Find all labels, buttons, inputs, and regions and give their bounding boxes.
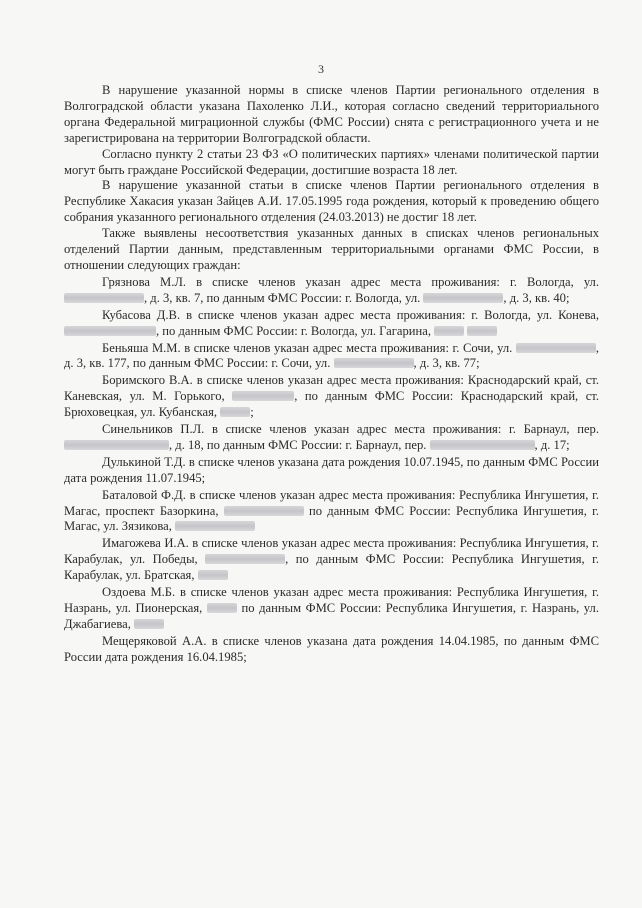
redaction-box [334, 358, 414, 368]
paragraph-pakholenko: В нарушение указанной нормы в списке членов Партии регионального отделения в Волгоградской области указана Пахоленко Л.И., которая согласно сведений территориального органа Федеральной миграционной службы (ФМС России) снята с регистрационного учета и не зарегистрирована на территории Волгоградской области. [64, 83, 599, 145]
entry-sinelnikov: Синельников П.Л. в списке членов указан адрес места проживания: г. Барнаул, пер. , д. 18, по данным ФМС России: г. Барнаул, пер. , д. 17; [64, 422, 599, 454]
redaction-box [423, 293, 503, 303]
paragraph-zaytsev: В нарушение указанной статьи в списке членов Партии регионального отделения в Республике Хакасия указан Зайцев А.И. 17.05.1995 года рождения, который к проведению общего собрания указанного регионального отделения (24.03.2013) не достиг 18 лет. [64, 178, 599, 225]
redaction-box [232, 391, 294, 401]
page-number: 3 [318, 62, 324, 76]
entry-imagozheva: Имагожева И.А. в списке членов указан адрес места проживания: Республика Ингушетия, г. Карабулак, ул. Победы, , по данным ФМС России: Республика Ингушетия, г. Карабулак, ул. Братская, [64, 536, 599, 583]
redaction-box [224, 506, 304, 516]
entry-ozdoeva: Оздоева М.Б. в списке членов указан адрес места проживания: Республика Ингушетия, г. Назрань, ул. Пионерская, по данным ФМС России: Республика Ингушетия, г. Назрань, ул. Джабагиева, [64, 585, 599, 631]
paragraph-age-rule: Согласно пункту 2 статьи 23 ФЗ «О политических партиях» членами политической партии могут быть граждане Российской Федерации, достигшие возраста 18 лет. [64, 146, 599, 177]
redaction-box [434, 326, 464, 336]
redaction-box [134, 619, 164, 629]
redaction-box [516, 343, 596, 353]
redaction-box [430, 440, 535, 450]
redaction-box [467, 326, 497, 336]
entry-borimsky: Боримского В.А. в списке членов указан адрес места проживания: Краснодарский край, ст. Каневская, ул. М. Горького, , по данным ФМС России: Краснодарский край, ст. Брюховецкая, ул. Кубанская, ; [64, 373, 599, 420]
redaction-box [64, 326, 156, 336]
entry-benyasha: Беньяша М.М. в списке членов указан адрес места проживания: г. Сочи, ул. , д. 3, кв. 177, по данным ФМС России: г. Сочи, ул. , д. 3, кв. 77; [64, 340, 599, 371]
redaction-box [220, 407, 250, 417]
redaction-box [175, 521, 255, 531]
entry-kubasova: Кубасова Д.В. в списке членов указан адрес места проживания: г. Вологда, ул. Конева, , по данным ФМС России: г. Вологда, ул. Гагарина, [64, 308, 599, 340]
entry-gryaznova: Грязнова М.Л. в списке членов указан адрес места проживания: г. Вологда, ул. , д. 3, кв. 7, по данным ФМС России: г. Вологда, ул. , д. 3, кв. 40; [64, 275, 599, 307]
paragraph-discrepancies-intro: Также выявлены несоответствия указанных данных в списках членов региональных отделений Партии данным, представленным территориальными органами ФМС России, в отношении следующих граждан: [64, 226, 599, 272]
redaction-box [205, 554, 285, 564]
redaction-box [198, 570, 228, 580]
document-body [64, 83, 599, 666]
redaction-box [64, 293, 144, 303]
entry-meshcheryakova: Мещеряковой А.А. в списке членов указана дата рождения 14.04.1985, по данным ФМС России дата рождения 16.04.1985; [64, 633, 599, 664]
redaction-box [207, 603, 237, 613]
entry-batalova: Баталовой Ф.Д. в списке членов указан адрес места проживания: Республика Ингушетия, г. Магас, проспект Базоркина, по данным ФМС России: Республика Ингушетия, г. Магас, ул. Зязикова, [64, 487, 599, 534]
entry-dulkina: Дулькиной Т.Д. в списке членов указана дата рождения 10.07.1945, по данным ФМС России дата рождения 11.07.1945; [64, 454, 599, 485]
redaction-box [64, 440, 169, 450]
